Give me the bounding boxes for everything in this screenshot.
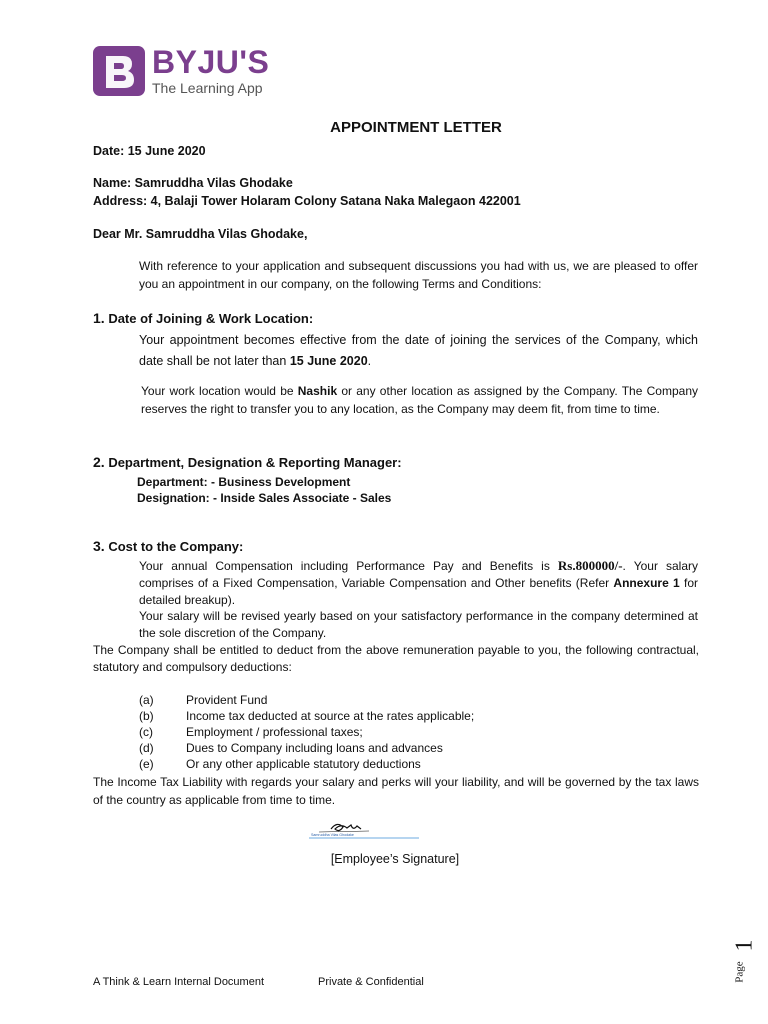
section-title: Department, Designation & Reporting Manager: <box>108 455 402 470</box>
brand-tagline: The Learning App <box>152 80 263 96</box>
joining-paragraph <box>139 330 698 372</box>
deduction-text: Dues to Company including loans and advances <box>186 741 443 755</box>
designation-line: Designation: - Inside Sales Associate - Sales <box>137 491 392 505</box>
location-paragraph <box>141 382 698 418</box>
deduction-item <box>139 756 421 772</box>
footer-left: A Think & Learn Internal Document <box>93 976 265 988</box>
section-number: 1. <box>93 310 105 326</box>
brand-name: BYJU'S <box>152 44 270 80</box>
recipient-name: Name: Samruddha Vilas Ghodake <box>93 176 293 190</box>
employee-signature <box>309 819 421 841</box>
deduction-item <box>139 708 474 724</box>
section-title: Date of Joining & Work Location: <box>108 311 314 326</box>
letter-title: APPOINTMENT LETTER <box>330 119 502 136</box>
page-num: 1 <box>731 939 758 952</box>
tax-paragraph: The Income Tax Liability with regards your salary and perks will your liability, and will be governed by the tax laws of the country as applicable from time to time. <box>93 775 699 807</box>
deduction-label: (d) <box>139 741 154 755</box>
page-number <box>733 936 768 986</box>
page-word: Page <box>733 961 746 983</box>
joining-text: Your appointment becomes effective from the date of joining the services of the Company, which date shall be not later than <box>139 333 698 368</box>
location-text: Your work location would be <box>141 384 298 398</box>
section-2-heading <box>93 453 402 472</box>
section-3-heading <box>93 537 243 556</box>
deduction-item <box>139 692 267 708</box>
signature-caption: [Employee’s Signature] <box>330 852 460 866</box>
signature-fine-print: Samruddha Vilas Ghodake <box>311 833 354 837</box>
brand-logo-icon <box>93 46 145 96</box>
ctc-amount: Rs.800000/- <box>557 558 623 573</box>
joining-text-end: . <box>367 354 372 368</box>
intro-paragraph: With reference to your application and subsequent discussions you had with us, we are pleased to offer you an appointment in our company, on the following Terms and Conditions: <box>139 259 698 291</box>
revision-paragraph: Your salary will be revised yearly based on your satisfactory performance in the company determined at the sole discretion of the Company. <box>139 609 698 640</box>
section-title: Cost to the Company: <box>108 539 244 554</box>
deduction-label: (c) <box>139 725 153 739</box>
deduction-label: (e) <box>139 757 154 771</box>
deduction-text: Employment / professional taxes; <box>186 725 363 739</box>
b-monogram-icon <box>101 52 137 90</box>
compensation-text: Your annual Compensation including Performance Pay and Benefits is <box>139 559 558 573</box>
annexure-ref: Annexure 1 <box>613 576 680 590</box>
deductions-intro: The Company shall be entitled to deduct from the above remuneration payable to you, the following contractual, statutory and compulsory deductions: <box>93 643 699 674</box>
recipient-address: Address: 4, Balaji Tower Holaram Colony Satana Naka Malegaon 422001 <box>93 194 521 208</box>
deduction-label: (a) <box>139 693 154 707</box>
department-line: Department: - Business Development <box>137 475 351 489</box>
deduction-text: Income tax deducted at source at the rates applicable; <box>186 709 475 723</box>
work-city: Nashik <box>297 384 338 398</box>
section-number: 2. <box>93 454 105 470</box>
location-text-end: or any other location as assigned by the Company. The Company reserves the right to transfer you to any location, as the Company may deem fit, from time to time. <box>141 384 698 416</box>
joining-date: 15 June 2020 <box>289 354 368 368</box>
compensation-text-mid: . Your salary comprises of a Fixed Compensation, Variable Compensation and Other benefits (Refer <box>139 559 699 590</box>
section-1-heading <box>93 309 313 328</box>
deduction-item <box>139 740 443 756</box>
section-number: 3. <box>93 538 105 554</box>
letter-date: Date: 15 June 2020 <box>93 144 206 158</box>
compensation-paragraph <box>139 557 698 609</box>
compensation-text-end: for detailed breakup). <box>139 576 699 607</box>
deduction-text: Or any other applicable statutory deductions <box>186 757 421 771</box>
salutation: Dear Mr. Samruddha Vilas Ghodake, <box>93 227 308 241</box>
deduction-item <box>139 724 363 740</box>
footer-right: Private & Confidential <box>318 976 424 988</box>
deduction-text: Provident Fund <box>186 693 268 707</box>
deduction-label: (b) <box>139 709 154 723</box>
